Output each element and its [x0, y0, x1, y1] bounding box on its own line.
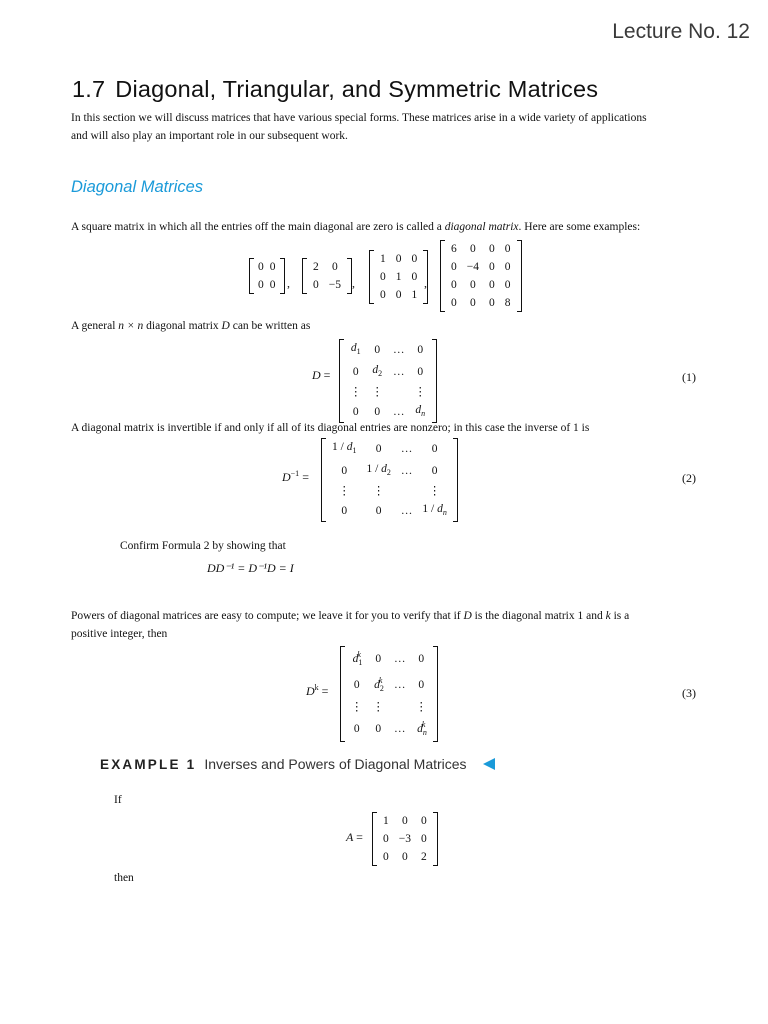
equation-label-3: (3): [682, 686, 696, 700]
section-title: [72, 76, 598, 103]
definition-after: . Here are some examples:: [518, 221, 641, 233]
matrix-separator: ,: [287, 276, 290, 290]
equation-label-2: (2): [682, 471, 696, 485]
confirm-formula: DD⁻¹ = D⁻¹D = I: [207, 561, 294, 575]
invertible-text: A diagonal matrix is invertible if and only if all of its diagonal entries are nonzero; in this case the inverse of 1 is: [71, 422, 590, 434]
example-matrix-identity: 1 0 0 0 1 0 0 0 1: [369, 250, 428, 304]
power-diagonal-matrix: $d_1^k$ 0 … 0 0 $d_2^k$ … 0 ⋮ ⋮ ⋮ 0 0 … $d_n^k$: [340, 646, 438, 742]
intro-line-1: In this section we will discuss matrices that have various special forms. These matrices arise in a wide variety of applications: [71, 112, 647, 124]
general-matrix-text: A general n × n diagonal matrix D can be written as: [71, 320, 311, 332]
subsection-title: Diagonal Matrices: [71, 178, 204, 196]
eq2-lhs: $D^{-1}$ =: [282, 469, 309, 484]
matrix-separator: ,: [352, 276, 355, 290]
matrix-separator: ,: [424, 276, 427, 290]
section-title-text: Diagonal, Triangular, and Symmetric Matrices: [115, 76, 599, 102]
example-label: EXAMPLE 1: [100, 757, 197, 772]
matrix-size: n × n: [118, 320, 144, 332]
example-then: then: [114, 872, 134, 884]
eq1-lhs: D =: [312, 368, 331, 382]
inverse-diagonal-matrix: $1 / d_1$ 0 … 0 0 $1 / d_2$ … 0 ⋮ ⋮ ⋮ 0 0 … $1 / d_n$: [321, 438, 458, 522]
left-triangle-icon: [483, 758, 495, 770]
confirm-text: Confirm Formula 2 by showing that: [120, 540, 286, 552]
eq3-lhs: $D^k$ =: [306, 683, 329, 698]
example-title: Inverses and Powers of Diagonal Matrices: [204, 756, 467, 772]
powers-text: Powers of diagonal matrices are easy to compute; we leave it for you to verify that if D is the diagonal matrix 1 and k is a positive integer, then: [71, 610, 630, 640]
definition-before: A square matrix in which all the entries off the main diagonal are zero is called a: [71, 221, 445, 233]
example-lhs: A =: [346, 830, 363, 844]
definition-term: diagonal matrix: [444, 221, 519, 233]
example-matrix-4x4: 6 0 0 0 0 −4 0 0 0 0 0 0 0 0 0 8: [440, 240, 522, 312]
equation-label-1: (1): [682, 370, 696, 384]
general-diagonal-matrix: $d_1$ 0 … 0 0 $d_2$ … 0 ⋮ ⋮ ⋮ 0 0 … $d_n$: [339, 339, 437, 423]
example-if: If: [114, 794, 122, 806]
example-heading: [100, 756, 495, 774]
intro-line-2: and will also play an important role in our subsequent work.: [71, 130, 348, 142]
example-matrix-zero: 0 0 0 0: [249, 258, 285, 294]
example-matrix-a: 1 0 0 0 −3 0 0 0 2: [372, 812, 438, 866]
matrix-var: D: [221, 320, 230, 332]
example-matrix-2x2: 2 0 0 −5: [302, 258, 352, 294]
definition-text: [71, 218, 640, 236]
lecture-number: Lecture No. 12: [612, 20, 750, 43]
section-number: 1.7: [72, 76, 106, 102]
intro-paragraph: [71, 109, 647, 145]
